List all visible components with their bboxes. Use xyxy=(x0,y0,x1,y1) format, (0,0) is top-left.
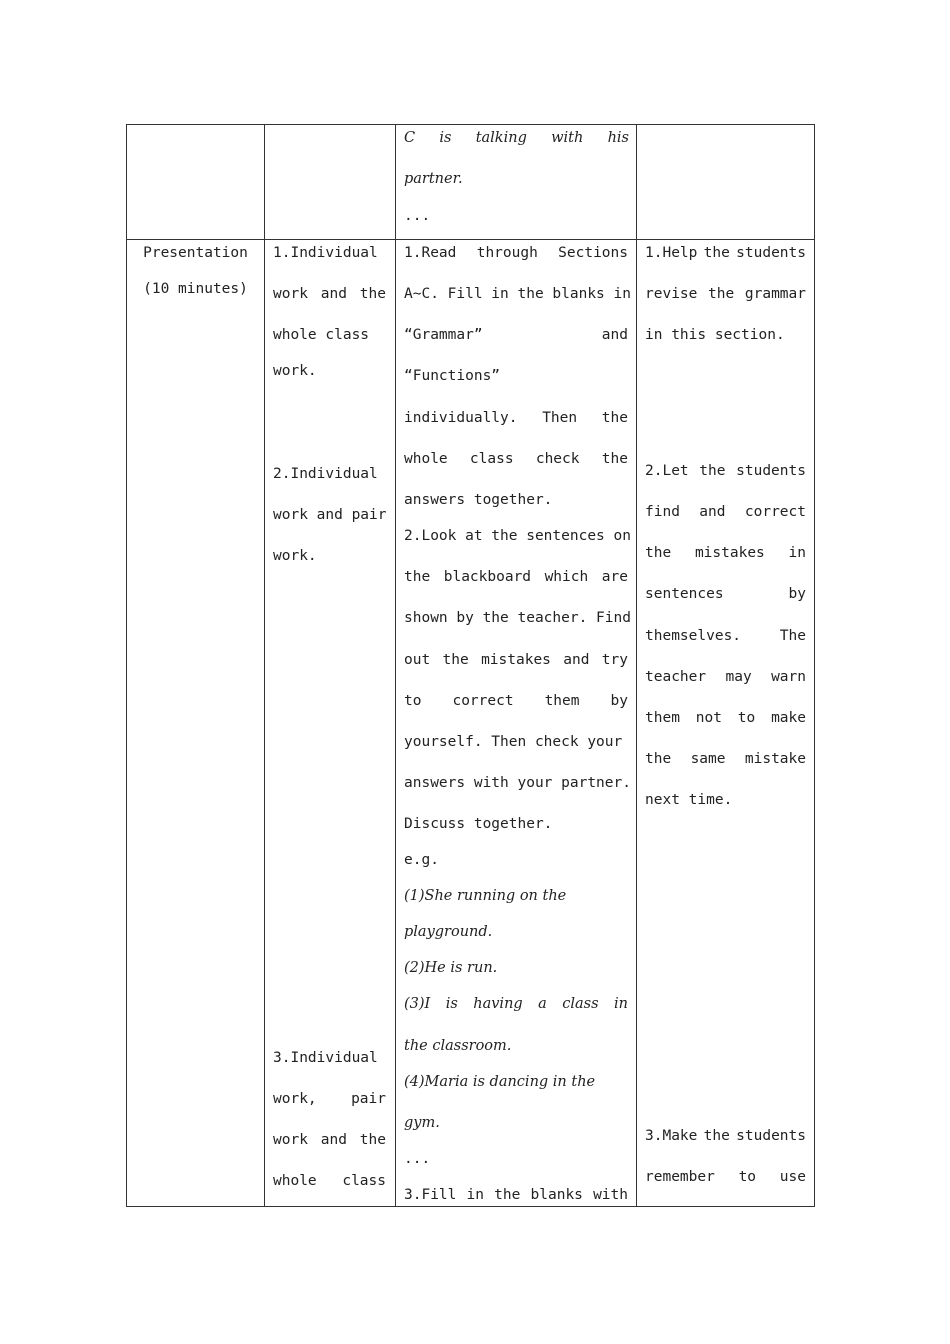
purpose-line: in this section. xyxy=(645,327,785,343)
activity-line: “Functions” xyxy=(404,368,501,384)
mode-line: work and the xyxy=(273,1132,386,1148)
activity-line: 1.Read through Sections xyxy=(404,245,628,261)
purpose-line: find and correct xyxy=(645,504,806,520)
row1-line xyxy=(404,129,629,147)
activity-line: whole class check the xyxy=(404,451,628,467)
purpose-line: them not to make xyxy=(645,710,806,726)
purpose-line: the same mistake xyxy=(645,751,806,767)
purpose-line: sentences by xyxy=(645,586,806,602)
mode-line: work. xyxy=(273,363,317,379)
activity-line: individually. Then the xyxy=(404,410,628,426)
activity-line: 2.Look at the sentences on xyxy=(404,528,631,544)
mode-line: 2.Individual xyxy=(273,466,378,482)
activity-line: yourself. Then check your xyxy=(404,734,623,750)
purpose-line: 3.Make the students xyxy=(645,1128,806,1144)
stage-name: Presentation xyxy=(143,245,248,261)
example-label: e.g. xyxy=(404,852,439,868)
purpose-line: teacher may warn xyxy=(645,669,806,685)
activity-line: 3.Fill in the blanks with xyxy=(404,1187,628,1203)
purpose-line: 1.Help the students xyxy=(645,245,806,261)
example-sentence: gym. xyxy=(404,1115,440,1131)
purpose-line: themselves. The xyxy=(645,628,806,644)
activity-line: the blackboard which are xyxy=(404,569,628,585)
activity-line: answers with your partner. xyxy=(404,775,631,791)
purpose-line: the mistakes in xyxy=(645,545,806,561)
example-sentence: (1)She running on the xyxy=(404,888,567,904)
stage-duration: (10 minutes) xyxy=(143,281,248,297)
example-ellipsis: ... xyxy=(404,1151,431,1167)
mode-line: whole class xyxy=(273,327,370,343)
mode-line: work, pair xyxy=(273,1091,386,1107)
mode-line: work and the xyxy=(273,286,386,302)
purpose-line: revise the grammar xyxy=(645,286,806,302)
mode-line: 1.Individual xyxy=(273,245,378,261)
column-divider-3 xyxy=(636,124,637,1207)
purpose-line: next time. xyxy=(645,792,733,808)
mode-line: work. xyxy=(273,548,317,564)
activity-line: A~C. Fill in the blanks in xyxy=(404,286,631,302)
activity-line: “Grammar” and xyxy=(404,327,628,343)
example-sentence: the classroom. xyxy=(404,1038,512,1054)
mode-line: 3.Individual xyxy=(273,1050,378,1066)
mode-line: whole class xyxy=(273,1173,386,1189)
example-sentence: playground. xyxy=(404,924,493,940)
activity-line: shown by the teacher. Find xyxy=(404,610,631,626)
activity-line: Discuss together. xyxy=(404,816,553,832)
mode-line: work and pair xyxy=(273,507,387,523)
row1-line: partner. xyxy=(404,171,463,187)
column-divider-1 xyxy=(264,124,265,1207)
column-divider-2 xyxy=(395,124,396,1207)
example-sentence: (2)He is run. xyxy=(404,960,498,976)
row1-ellipsis: ... xyxy=(404,208,431,224)
row1-text: C is talking with his xyxy=(404,130,629,146)
activity-line: to correct them by xyxy=(404,693,628,709)
activity-line: out the mistakes and try xyxy=(404,652,628,668)
purpose-line: remember to use xyxy=(645,1169,806,1185)
purpose-line: 2.Let the students xyxy=(645,463,806,479)
example-sentence: (4)Maria is dancing in the xyxy=(404,1074,596,1090)
activity-line: answers together. xyxy=(404,492,553,508)
row-divider xyxy=(126,239,815,240)
example-sentence: (3)I is having a class in xyxy=(404,996,628,1012)
